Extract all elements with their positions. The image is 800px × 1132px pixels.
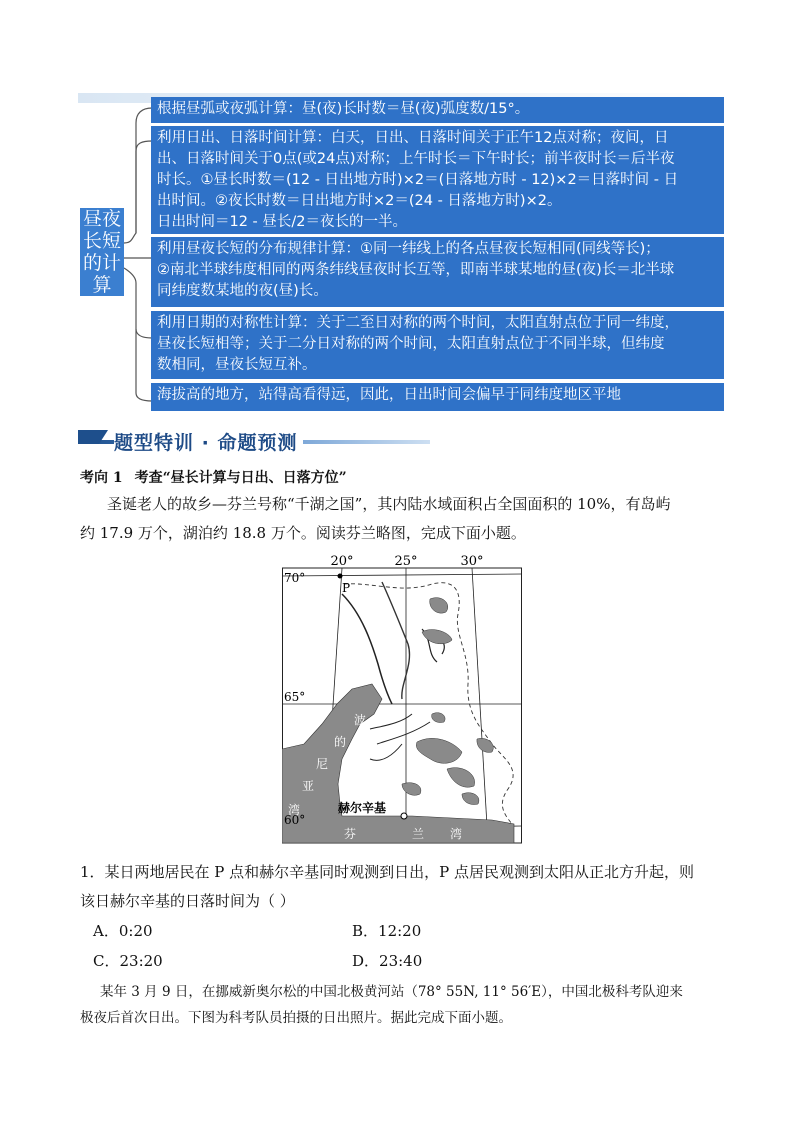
capital-label: 赫尔辛基 (338, 801, 387, 815)
gulf-label-char: 湾 (288, 803, 301, 817)
gulf-label-char: 的 (334, 735, 347, 749)
intro-line-1: 圣诞老人的故乡—芬兰号称“千湖之国”，其内陆水域面积占全国面积的 10%，有岛屿 (107, 495, 671, 513)
intro-line-2: 约 17.9 万个，湖泊约 18.8 万个。阅读芬兰略图，完成下面小题。 (80, 524, 526, 542)
gulf-label-char: 波 (354, 713, 367, 727)
box-line: 利用昼夜长短的分布规律计算：①同一纬线上的各点昼夜长短相同(同线等长)； (157, 241, 660, 257)
finland-gulf-char: 芬 (344, 827, 357, 841)
method-box-date-symmetry (151, 311, 724, 379)
gulf-label-char: 亚 (302, 779, 315, 793)
option-b[interactable]: B．12:20 (352, 922, 422, 940)
root-node-day-night-length (80, 208, 124, 296)
passage-2-line-2: 极夜后首次日出。下图为科考队员拍摄的日出照片。据此完成下面小题。 (80, 1010, 512, 1026)
mind-map (78, 93, 724, 415)
question-1-line-1: 1．某日两地居民在 P 点和赫尔辛基同时观测到日出，P 点居民观测到太阳从正北方升起，则 (80, 863, 695, 881)
lat-label: 65° (284, 690, 306, 704)
box-line: 日出时间＝12 - 昼长/2＝夜长的一半。 (157, 214, 408, 230)
method-box-arc (151, 97, 724, 123)
point-p-label: P (342, 581, 351, 595)
gulf-label-char: 尼 (316, 757, 329, 771)
root-char: 长短 (82, 230, 121, 252)
box-line: 利用日出、日落时间计算：白天，日出、日落时间关于正午12点对称；夜间，日 (157, 130, 669, 146)
finland-map (282, 554, 522, 844)
lon-label: 25° (394, 554, 418, 569)
root-char: 算 (92, 274, 112, 296)
root-char: 的计 (82, 252, 121, 274)
root-char: 昼夜 (82, 208, 121, 230)
box-line: ②南北半球纬度相同的两条纬线昼夜时长互等，即南半球某地的昼(夜)长＝北半球 (157, 262, 675, 278)
box-line: 同纬度数某地的夜(昼)长。 (157, 283, 328, 299)
section-heading (78, 428, 430, 454)
box-line: 数相同，昼夜长短互补。 (157, 357, 317, 373)
lat-label: 70° (284, 571, 306, 585)
passage-2-line-1: 某年 3 月 9 日，在挪威新奥尔松的中国北极黄河站（78° 55N, 11° 56′E），中国北极科考队迎来 (100, 984, 683, 1000)
box-line: 利用日期的对称性计算：关于二至日对称的两个时间，太阳直射点位于同一纬度， (157, 315, 679, 331)
finland-gulf-char: 湾 (450, 827, 463, 841)
box-line: 昼夜长短相等；关于二分日对称的两个时间，太阳直射点位于不同半球，但纬度 (157, 336, 665, 352)
finland-gulf-char: 兰 (412, 827, 425, 841)
box-line: 出时间。②夜长时数＝日出地方时×2＝(24 - 日落地方时)×2。 (157, 193, 562, 209)
lon-label: 20° (330, 554, 354, 569)
method-box-altitude (151, 383, 724, 411)
box-line: 海拔高的地方，站得高看得远，因此，日出时间会偏早于同纬度地区平地 (157, 387, 621, 403)
box-line: 出、日落时间关于0点(或24点)对称；上午时长＝下午时长；前半夜时长＝后半夜 (157, 151, 675, 167)
box-line: 根据昼弧或夜弧计算：昼(夜)长时数＝昼(夜)弧度数/15°。 (157, 101, 530, 117)
question-1-line-2: 该日赫尔辛基的日落时间为（ ） (80, 892, 295, 910)
lon-label: 30° (460, 554, 484, 569)
option-d[interactable]: D．23:40 (352, 952, 423, 970)
option-a[interactable]: A．0:20 (93, 922, 153, 940)
lat-label: 60° (284, 813, 306, 827)
box-line: 时长。①昼长时数＝(12 - 日出地方时)×2＝(日落地方时 - 12)×2＝日落时间 - 日 (157, 172, 679, 188)
section-title: 题型特训 · 命题预测 (114, 428, 303, 455)
option-c[interactable]: C．23:20 (93, 952, 163, 970)
method-box-sunrise-sunset (151, 126, 724, 234)
method-box-distribution (151, 237, 724, 307)
kaoxiang-label: 考向 1 考查“昼长计算与日出、日落方位” (80, 470, 347, 486)
